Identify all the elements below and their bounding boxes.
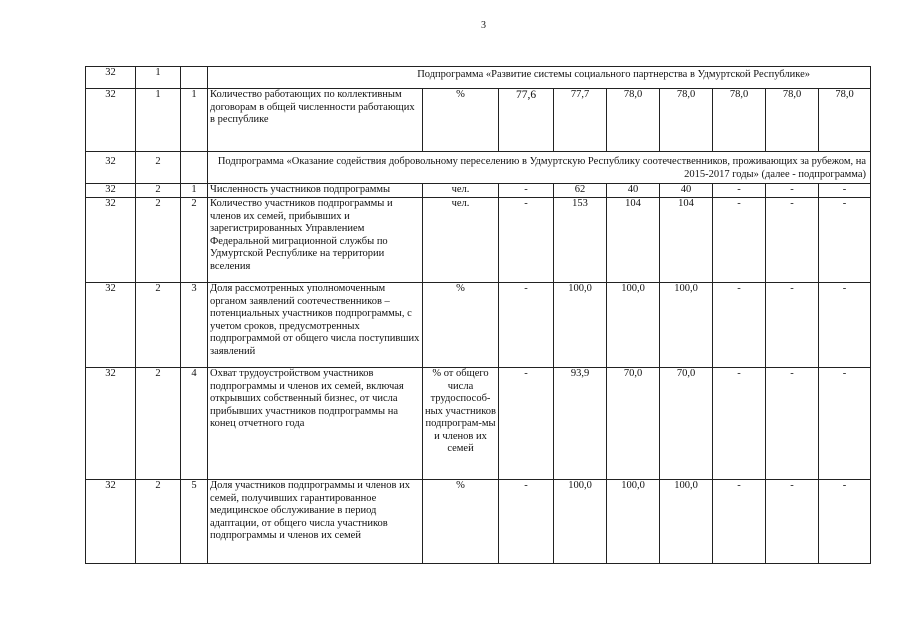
cell-pp: 2 (136, 184, 181, 198)
cell-gp: 32 (86, 184, 136, 198)
indicator-name: Количество участников подпрограммы и членов их семей, прибывших и зарегистрированных Управлением Федеральной миграционной службы по Удмуртской Республике на территории вселения (208, 198, 423, 283)
indicator-name: Охват трудоустройством участников подпрограммы и членов их семей, включая открывших собственный бизнес, от числа прибывших участников подпрограммы на конец отчетного года (208, 368, 423, 480)
cell-pp: 1 (136, 89, 181, 152)
table-row (86, 283, 871, 368)
value-cell: - (713, 283, 766, 368)
cell-pp: 2 (136, 480, 181, 564)
cell-pp: 2 (136, 368, 181, 480)
value-cell: - (713, 368, 766, 480)
unit-cell: % (423, 89, 499, 152)
cell-num: 4 (181, 368, 208, 480)
value-cell: - (819, 184, 871, 198)
indicator-name: Количество работающих по коллективным договорам в общей численности работающих в республике (208, 89, 423, 152)
value-cell: 78,0 (713, 89, 766, 152)
value-cell: 100,0 (660, 480, 713, 564)
table-row (86, 89, 871, 152)
table-row (86, 198, 871, 283)
table-row (86, 368, 871, 480)
value-cell: 104 (607, 198, 660, 283)
value-cell: 78,0 (819, 89, 871, 152)
value-cell: - (499, 368, 554, 480)
indicator-name: Доля участников подпрограммы и членов их семей, получивших гарантированное медицинское обслуживание в период адаптации, от общего числа участников подпрограммы и членов их семей (208, 480, 423, 564)
value-cell: - (766, 283, 819, 368)
value-cell: 153 (554, 198, 607, 283)
cell-pp: 1 (136, 67, 181, 89)
cell-num: 1 (181, 184, 208, 198)
value-cell: - (499, 480, 554, 564)
cell-gp: 32 (86, 283, 136, 368)
cell-pp: 2 (136, 198, 181, 283)
value-cell: - (819, 198, 871, 283)
subprogram-header-row (86, 152, 871, 184)
page-number: 3 (481, 20, 486, 31)
value-cell: 78,0 (660, 89, 713, 152)
unit-cell: чел. (423, 198, 499, 283)
cell-num: 2 (181, 198, 208, 283)
table-row (86, 184, 871, 198)
value-cell: - (713, 480, 766, 564)
value-cell: - (819, 368, 871, 480)
value-cell: 100,0 (607, 480, 660, 564)
value-cell: - (766, 198, 819, 283)
unit-cell: % от общего числа трудоспособ-ных участников подпрограм-мы и членов их семей (423, 368, 499, 480)
unit-cell: чел. (423, 184, 499, 198)
value-cell: 100,0 (554, 480, 607, 564)
value-cell: 77,6 (499, 89, 554, 152)
unit-cell: % (423, 480, 499, 564)
value-cell: - (499, 283, 554, 368)
value-cell: - (713, 184, 766, 198)
value-cell: - (499, 198, 554, 283)
value-cell: 93,9 (554, 368, 607, 480)
cell-gp: 32 (86, 152, 136, 184)
unit-cell: % (423, 283, 499, 368)
cell-gp: 32 (86, 198, 136, 283)
value-cell: - (766, 184, 819, 198)
cell-num: 3 (181, 283, 208, 368)
value-cell: 100,0 (660, 283, 713, 368)
cell-num (181, 152, 208, 184)
value-cell: - (766, 368, 819, 480)
value-cell: - (766, 480, 819, 564)
value-cell: - (819, 283, 871, 368)
subprogram-header-row (86, 67, 871, 89)
cell-gp: 32 (86, 480, 136, 564)
indicators-table (85, 66, 871, 564)
value-cell: 70,0 (660, 368, 713, 480)
indicator-name: Доля рассмотренных уполномоченным органом заявлений соотечественников – потенциальных участников подпрограммы, с учетом сроков, предусмотренных подпрограммой от общего числа поступивших заявлений (208, 283, 423, 368)
cell-pp: 2 (136, 152, 181, 184)
value-cell: 40 (660, 184, 713, 198)
cell-num (181, 67, 208, 89)
value-cell: 100,0 (554, 283, 607, 368)
indicator-name: Численность участников подпрограммы (208, 184, 423, 198)
cell-num: 1 (181, 89, 208, 152)
cell-gp: 32 (86, 89, 136, 152)
cell-num: 5 (181, 480, 208, 564)
value-cell: 77,7 (554, 89, 607, 152)
value-cell: 62 (554, 184, 607, 198)
table-row (86, 480, 871, 564)
value-cell: 78,0 (607, 89, 660, 152)
value-cell: - (819, 480, 871, 564)
value-cell: 70,0 (607, 368, 660, 480)
subprogram-title: Подпрограмма «Развитие системы социального партнерства в Удмуртской Республике» (208, 67, 871, 89)
cell-gp: 32 (86, 368, 136, 480)
value-cell: 40 (607, 184, 660, 198)
value-cell: - (499, 184, 554, 198)
cell-gp: 32 (86, 67, 136, 89)
cell-pp: 2 (136, 283, 181, 368)
value-cell: - (713, 198, 766, 283)
value-cell: 78,0 (766, 89, 819, 152)
value-cell: 100,0 (607, 283, 660, 368)
subprogram-title: Подпрограмма «Оказание содействия добровольному переселению в Удмуртскую Республику соотечественников, проживающих за рубежом, на 2015-2017 годы» (далее - подпрограмма) (208, 152, 871, 184)
value-cell: 104 (660, 198, 713, 283)
